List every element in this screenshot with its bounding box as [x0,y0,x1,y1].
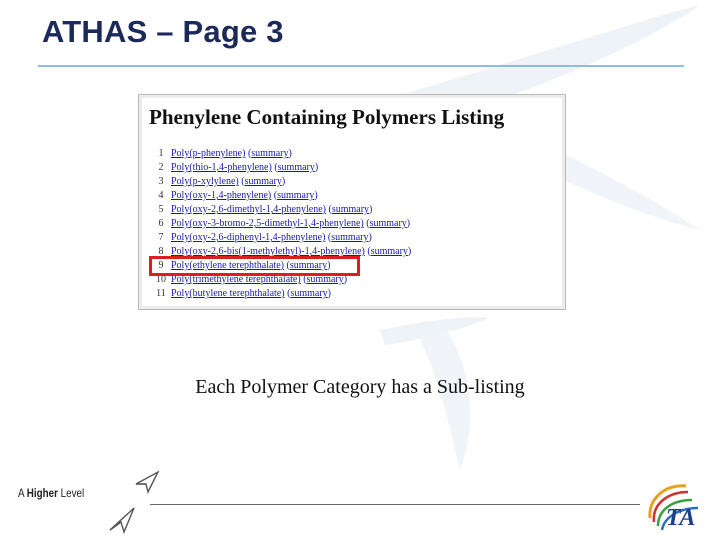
polymer-link[interactable]: Poly(oxy-2,6-dimethyl-1,4-phenylene) [171,204,326,215]
tagline [18,486,84,500]
paper-plane-icon [134,470,160,494]
list-item-number: 4 [158,190,164,201]
highlight-box-item-9 [149,256,360,276]
polymer-link[interactable]: Poly(ethylene terephthalate) [171,260,285,271]
list-item-number: 6 [158,218,164,229]
polymer-listing-screenshot [138,94,566,310]
summary-link[interactable]: summary [331,204,370,215]
list-item: 4 Poly(oxy-1,4-phenylene) (summary) [151,189,561,203]
polymer-link[interactable]: Poly(oxy-2,6-diphenyl-1,4-phenylene) [171,232,326,243]
summary-link[interactable]: summary [277,162,315,173]
paper-plane-icon [108,506,136,534]
polymer-link[interactable]: Poly(oxy-1,4-phenylene) [171,190,272,201]
polymer-list [151,147,561,301]
summary-link[interactable]: summary [289,260,328,271]
list-item-number: 10 [156,274,166,285]
summary-link[interactable]: summary [244,176,282,187]
slide-title: ATHAS – Page 3 [42,14,284,49]
list-item-number: 11 [156,288,166,299]
polymer-link[interactable]: Poly(trimethylene terephthalate) [171,274,301,285]
list-item: 6 Poly(oxy-3-bromo-2,5-dimethyl-1,4-phenylene) (summary) [151,217,561,231]
list-item: 2 Poly(thio-1,4-phenylene) (summary) [151,161,561,175]
polymer-link[interactable]: Poly(p-xylylene) [171,176,239,187]
list-item: 7 Poly(oxy-2,6-diphenyl-1,4-phenylene) (summary) [151,231,561,245]
list-item: 8 Poly(oxy-2,6-bis(1-methylethyl)-1,4-phenylene) (summary) [151,245,561,259]
list-item-number: 7 [158,232,164,243]
list-item: 5 Poly(oxy-2,6-dimethyl-1,4-phenylene) (summary) [151,203,561,217]
summary-link[interactable]: summary [277,190,315,201]
summary-link[interactable]: summary [290,288,328,299]
summary-link[interactable]: summary [306,274,344,285]
list-item-number: 8 [158,246,164,257]
polymer-link[interactable]: Poly(p-phenylene) [171,148,246,159]
tagline-bold: Higher [26,486,58,500]
footer-divider [150,504,640,505]
summary-link[interactable]: summary [370,246,408,257]
listing-heading: Phenylene Containing Polymers Listing [149,105,505,129]
polymer-link[interactable]: Poly(butylene terephthalate) [171,288,285,299]
list-item: 1 Poly(p-phenylene) (summary) [151,147,561,161]
ta-logo-icon [644,478,710,534]
list-item-number: 2 [158,162,164,173]
list-item: 10 Poly(trimethylene terephthalate) (summary) [151,273,561,287]
tagline-suffix: Level [57,486,85,500]
list-item-number: 9 [158,260,164,271]
summary-link[interactable]: summary [331,232,369,243]
list-item: 9 Poly(ethylene terephthalate) (summary) [151,259,561,273]
polymer-link[interactable]: Poly(oxy-3-bromo-2,5-dimethyl-1,4-phenylene) [171,218,364,229]
list-item: 3 Poly(p-xylylene) (summary) [151,175,561,189]
list-item-number: 3 [158,176,164,187]
tagline-prefix: A [18,486,27,500]
summary-link[interactable]: summary [369,218,407,229]
polymer-link[interactable]: Poly(oxy-2,6-bis(1-methylethyl)-1,4-phenylene) [171,246,365,257]
polymer-link[interactable]: Poly(thio-1,4-phenylene) [171,162,272,173]
list-item-number: 1 [158,148,164,159]
slide-caption: Each Polymer Category has a Sub-listing [195,376,525,398]
ta-logo-text: TA [666,505,696,531]
summary-link[interactable]: summary [251,148,289,159]
title-divider [38,65,684,67]
list-item: 11 Poly(butylene terephthalate) (summary) [151,287,561,301]
list-item-number: 5 [158,204,164,215]
